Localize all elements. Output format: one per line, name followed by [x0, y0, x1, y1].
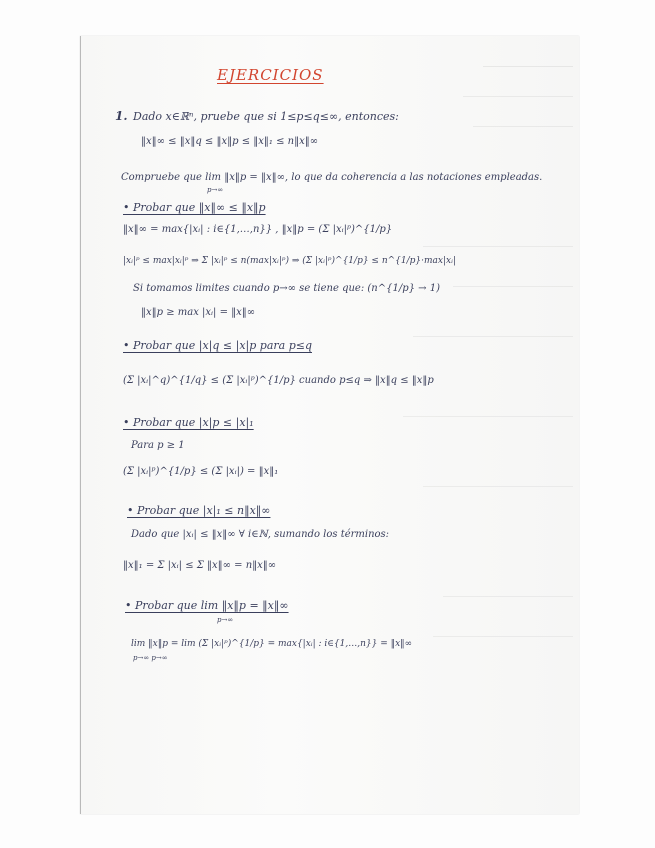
part5-heading-subscript: p→∞: [217, 616, 234, 624]
part2-body: (Σ |xᵢ|^q)^{1/q} ≤ (Σ |xᵢ|ᵖ)^{1/p} cuando p≤q ⇒ ‖x‖q ≤ ‖x‖p: [123, 375, 434, 386]
limit-subscript: p→∞: [207, 186, 224, 194]
bleed-through-mark: [413, 336, 573, 338]
limit-check-statement: Compruebe que lim ‖x‖p = ‖x‖∞, lo que da coherencia a las notaciones empleadas.: [121, 172, 543, 183]
notebook-page: [80, 36, 579, 814]
bleed-through-mark: [403, 416, 573, 418]
part5-body: lim ‖x‖p = lim (Σ |xᵢ|ᵖ)^{1/p} = max{|xᵢ| : i∈{1,…,n}} = ‖x‖∞: [131, 639, 413, 649]
part3-heading: • Probar que |x|p ≤ |x|₁: [123, 416, 254, 429]
part1-result: ‖x‖p ≥ max |xᵢ| = ‖x‖∞: [141, 307, 256, 318]
page-title: EJERCICIOS: [217, 66, 324, 84]
bleed-through-mark: [473, 126, 573, 128]
part4-body: ‖x‖₁ = Σ |xᵢ| ≤ Σ ‖x‖∞ = n‖x‖∞: [123, 560, 277, 571]
part1-bound: |xᵢ|ᵖ ≤ max|xᵢ|ᵖ ⇒ Σ |xᵢ|ᵖ ≤ n(max|xᵢ|ᵖ) ⇒ (Σ |xᵢ|ᵖ)^{1/p} ≤ n^{1/p}·max|xᵢ|: [123, 256, 456, 266]
exercise-statement: Dado x∈ℝⁿ, pruebe que si 1≤p≤q≤∞, entonces:: [133, 110, 399, 123]
part1-limit-text: Si tomamos limites cuando p→∞ se tiene que: (n^{1/p} → 1): [133, 283, 440, 294]
bleed-through-mark: [443, 596, 573, 598]
part1-heading: • Probar que ‖x‖∞ ≤ ‖x‖p: [123, 201, 266, 214]
part3-body: (Σ |xᵢ|ᵖ)^{1/p} ≤ (Σ |xᵢ|) = ‖x‖₁: [123, 466, 279, 477]
bleed-through-mark: [483, 66, 573, 68]
bleed-through-mark: [453, 286, 573, 288]
part4-text: Dado que |xᵢ| ≤ ‖x‖∞ ∀ i∈ℕ, sumando los términos:: [131, 529, 390, 540]
part2-heading: • Probar que |x|q ≤ |x|p para p≤q: [123, 339, 312, 352]
bleed-through-mark: [423, 246, 573, 248]
part5-body-subscript: p→∞ p→∞: [133, 654, 168, 662]
exercise-number: 1.: [115, 109, 128, 123]
part1-definitions: ‖x‖∞ = max{|xᵢ| : i∈{1,…,n}} , ‖x‖p = (Σ |xᵢ|ᵖ)^{1/p}: [123, 224, 393, 235]
part5-heading: • Probar que lim ‖x‖p = ‖x‖∞: [125, 599, 289, 612]
bleed-through-mark: [423, 486, 573, 488]
norm-inequality-chain: ‖x‖∞ ≤ ‖x‖q ≤ ‖x‖p ≤ ‖x‖₁ ≤ n‖x‖∞: [141, 136, 319, 147]
part4-heading: • Probar que |x|₁ ≤ n‖x‖∞: [127, 504, 271, 517]
bleed-through-mark: [433, 636, 573, 638]
part3-condition: Para p ≥ 1: [131, 440, 185, 451]
bleed-through-mark: [463, 96, 573, 98]
